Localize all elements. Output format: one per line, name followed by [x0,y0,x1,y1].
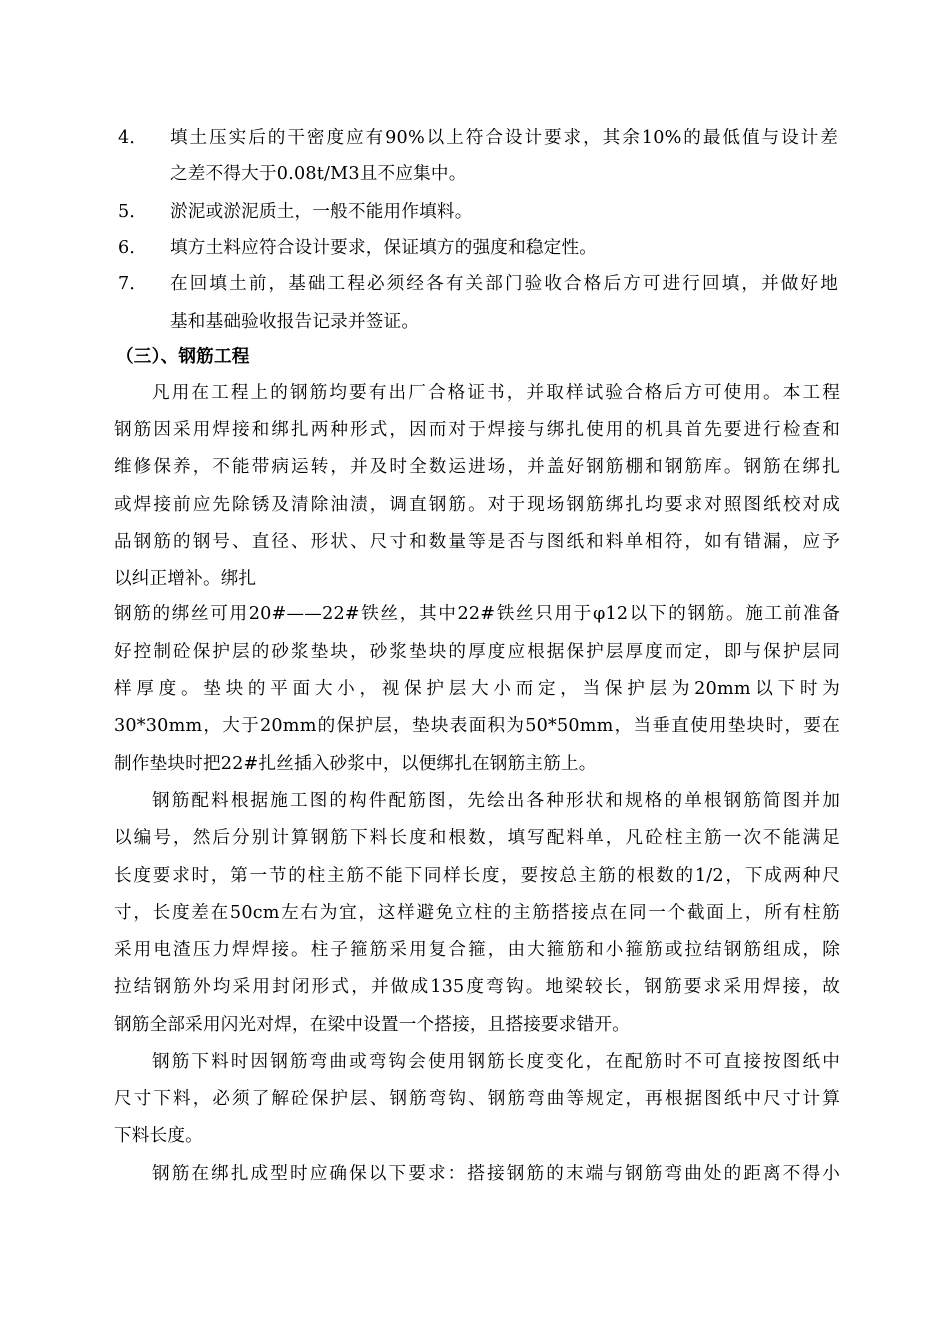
section-heading: （三）、钢筋工程 [116,346,250,367]
list-item-text: 之差不得大于0.08t/M3且不应集中。 [170,164,467,184]
paragraph-line: 下料长度。 [114,1126,203,1146]
paragraph-line: 钢筋配料根据施工图的构件配筋图，先绘出各种形状和规格的单根钢筋简图并加 [152,791,840,811]
paragraph-line: 尺寸下料，必须了解砼保护层、钢筋弯钩、钢筋弯曲等规定，再根据图纸中尺寸计算 [114,1089,840,1109]
paragraph-line: 或焊接前应先除锈及清除油渍，调直钢筋。对于现场钢筋绑扎均要求对照图纸校对成 [114,495,840,515]
paragraph-line: 30*30mm，大于20mm的保护层，垫块表面积为50*50mm，当垂直使用垫块时，要在 [114,716,840,736]
paragraph-line: 维修保养，不能带病运转，并及时全数运进场，并盖好钢筋棚和钢筋库。钢筋在绑扎 [114,457,840,477]
paragraph-line: 制作垫块时把22#扎丝插入砂浆中，以便绑扎在钢筋主筋上。 [114,754,597,774]
list-item-text: 基和基础验收报告记录并签证。 [170,312,420,332]
list-number: 7． [118,274,148,294]
paragraph-line: 好控制砼保护层的砂浆垫块，砂浆垫块的厚度应根据保护层厚度而定，即与保护层同 [114,642,840,662]
list-item-text: 在回填土前，基础工程必须经各有关部门验收合格后方可进行回填，并做好地 [170,274,838,294]
list-number: 4． [118,128,148,148]
paragraph-line: 采用电渣压力焊焊接。柱子箍筋采用复合箍，由大箍筋和小箍筋或拉结钢筋组成，除 [114,940,840,960]
paragraph-line: 长度要求时，第一节的柱主筋不能下同样长度，要按总主筋的根数的1/2，下成两种尺 [114,866,840,886]
paragraph-line: 拉结钢筋外均采用封闭形式，并做成135度弯钩。地梁较长，钢筋要求采用焊接，故 [114,977,840,997]
paragraph-line: 钢筋全部采用闪光对焊，在梁中设置一个搭接，且搭接要求错开。 [114,1015,631,1035]
paragraph-line: 品钢筋的钢号、直径、形状、尺寸和数量等是否与图纸和料单相符，如有错漏，应予 [114,532,840,552]
list-number: 5． [118,202,148,222]
list-item-text: 填方土料应符合设计要求，保证填方的强度和稳定性。 [170,238,598,258]
paragraph-line: 凡用在工程上的钢筋均要有出厂合格证书，并取样试验合格后方可使用。本工程 [152,383,840,403]
paragraph-line: 钢筋下料时因钢筋弯曲或弯钩会使用钢筋长度变化，在配筋时不可直接按图纸中 [152,1052,840,1072]
paragraph-line: 以编号，然后分别计算钢筋下料长度和根数，填写配料单，凡砼柱主筋一次不能满足 [114,828,840,848]
list-item-text: 淤泥或淤泥质土，一般不能用作填料。 [170,202,473,222]
paragraph-line: 钢筋在绑扎成型时应确保以下要求：搭接钢筋的末端与钢筋弯曲处的距离不得小 [152,1164,840,1184]
paragraph-line: 以纠正增补。绑扎 [114,569,257,589]
paragraph-line: 钢筋的绑丝可用20#——22#铁丝，其中22#铁丝只用于φ12以下的钢筋。施工前准备 [114,604,840,624]
paragraph-line: 寸，长度差在50cm左右为宜，这样避免立柱的主筋搭接点在同一个截面上，所有柱筋 [114,903,840,923]
paragraph-line: 样厚度。垫块的平面大小，视保护层大小而定，当保护层为20mm以下时为 [114,679,840,699]
paragraph-line: 钢筋因采用焊接和绑扎两种形式，因而对于焊接与绑扎使用的机具首先要进行检查和 [114,420,840,440]
list-item-text: 填土压实后的干密度应有90%以上符合设计要求，其余10%的最低值与设计差 [170,128,838,148]
list-number: 6． [118,238,148,258]
